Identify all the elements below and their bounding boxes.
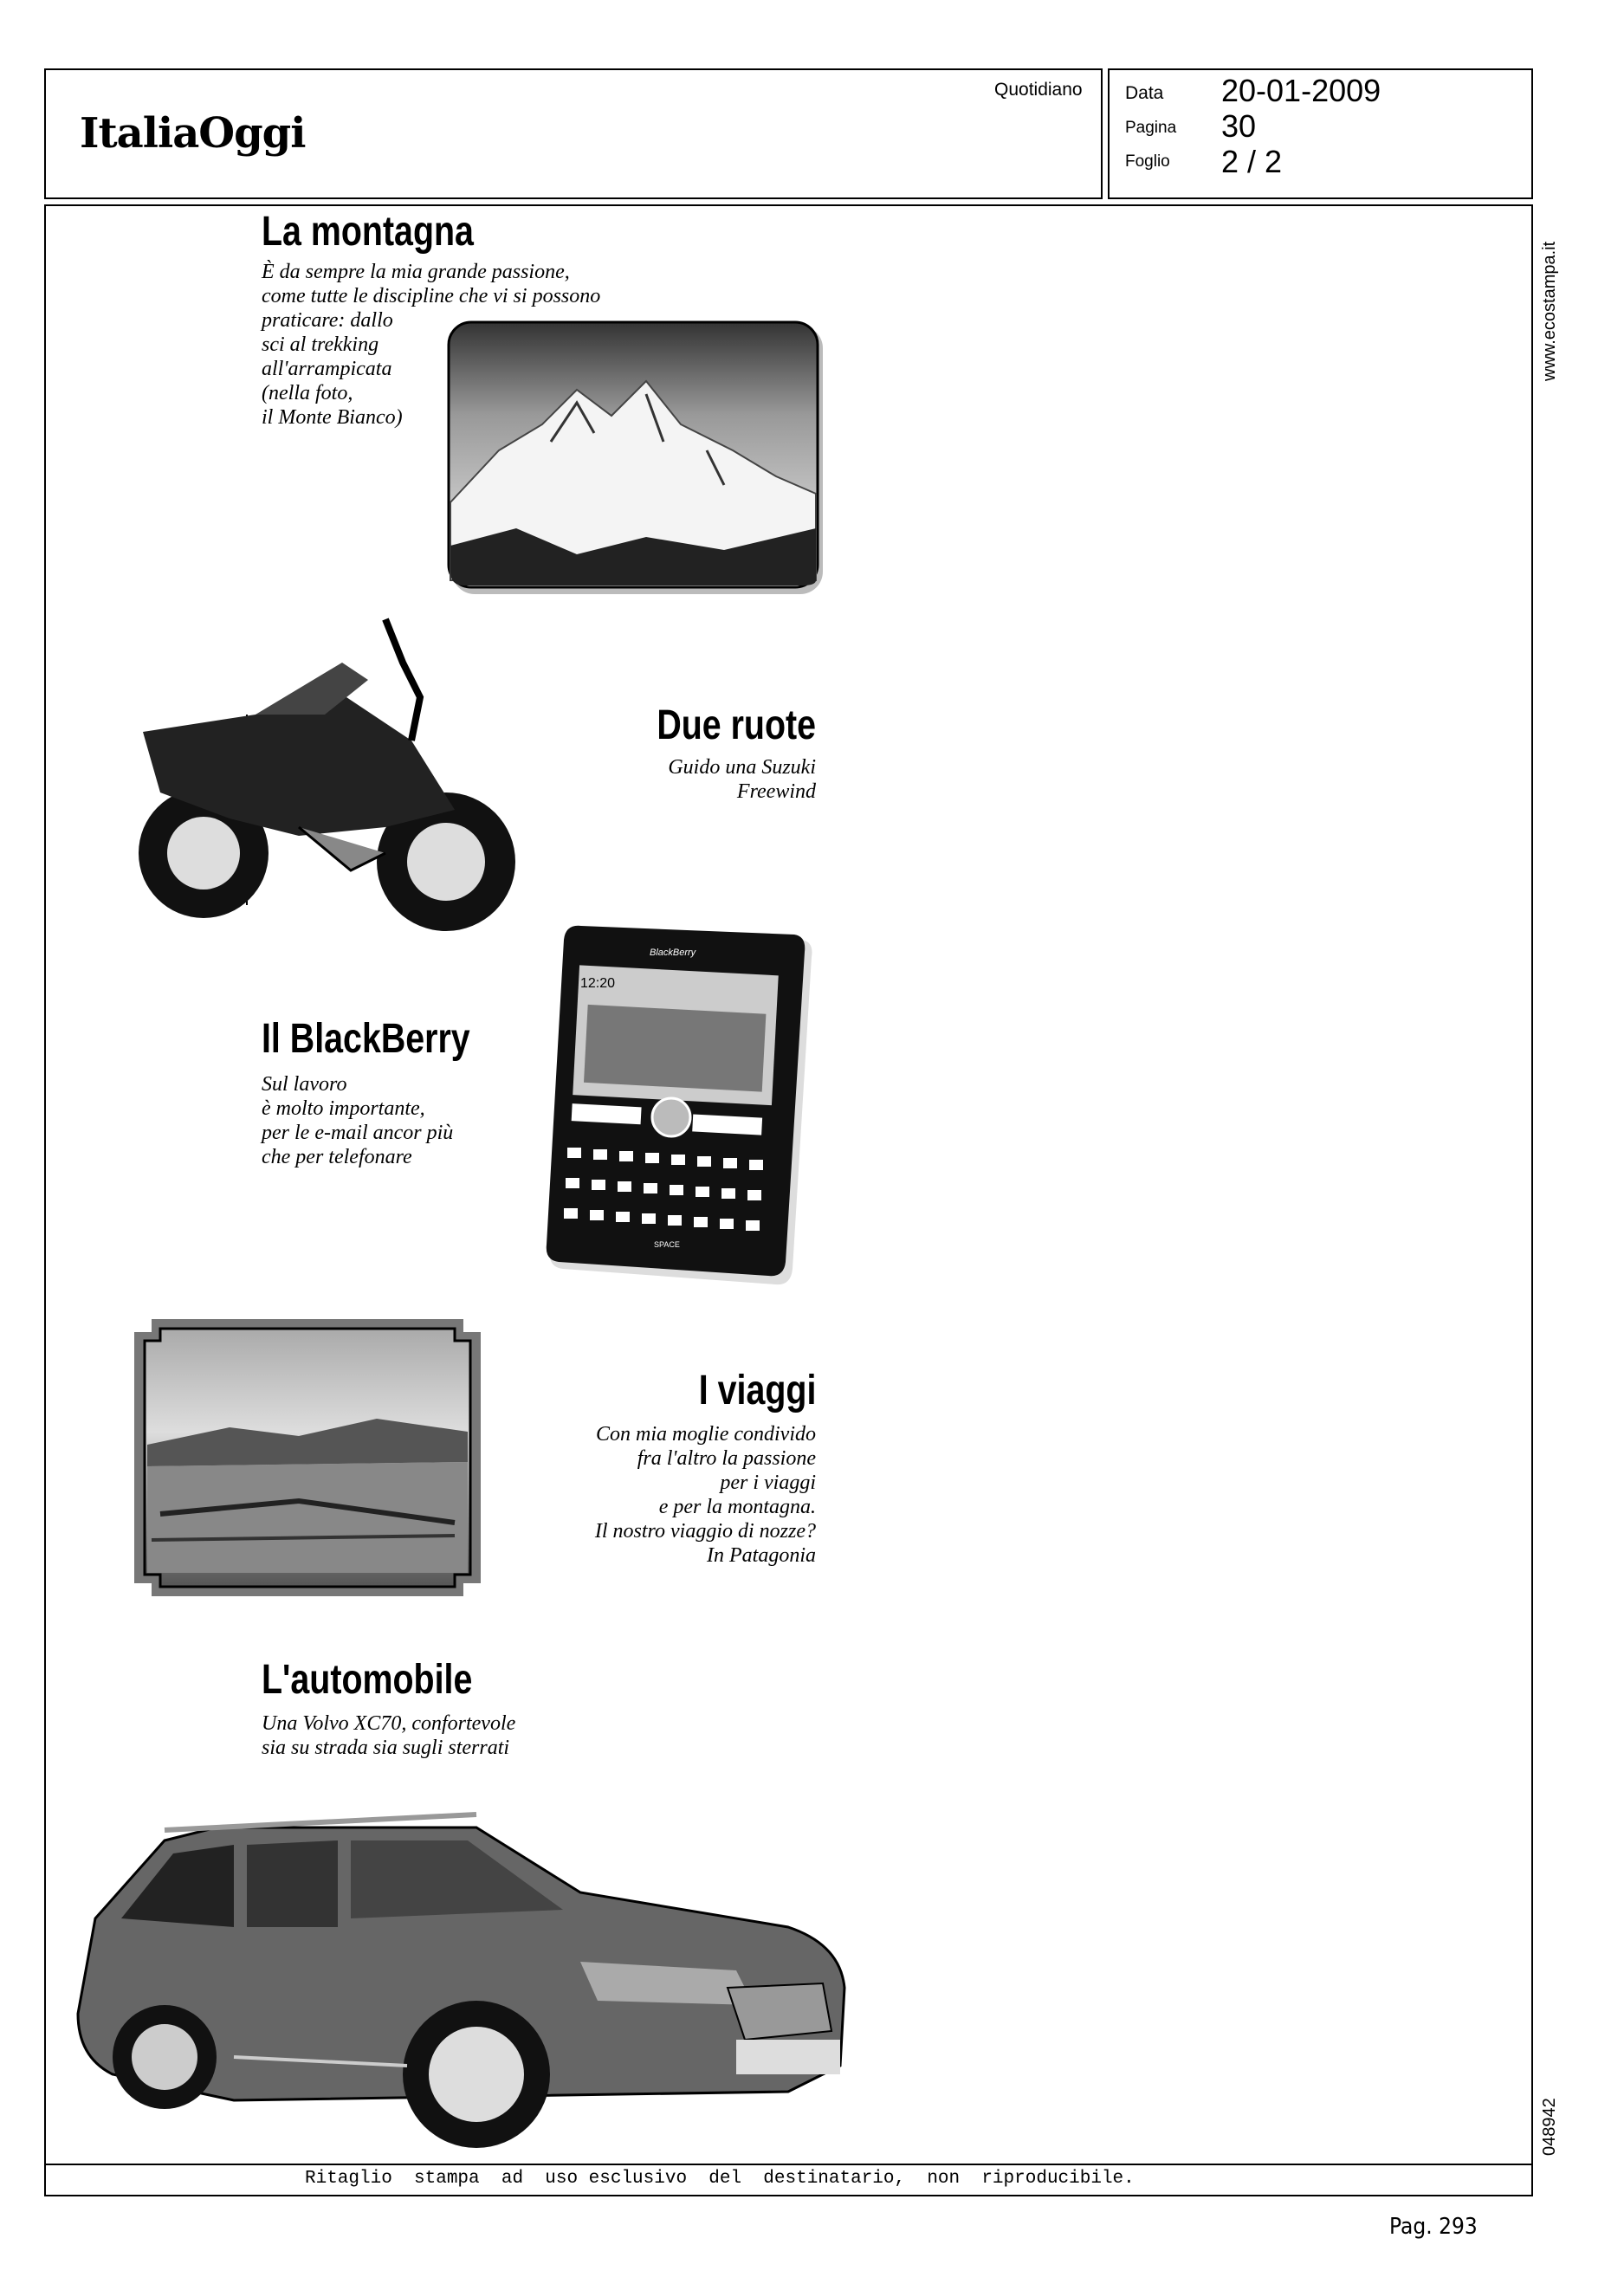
data-label: Data [1125,83,1164,103]
footer-divider [44,2164,1533,2165]
pagina-label: Pagina [1125,119,1177,137]
newspaper-logo: ItaliaOggi [80,109,306,158]
phone-brand-text: BlackBerry [650,948,696,958]
section-title-auto: L'automobile [262,1657,473,1703]
blackberry-photo [541,922,823,1291]
section-title-ruote: Due ruote [657,702,816,748]
motorcycle-photo [126,611,533,940]
car-photo [61,1780,853,2161]
foglio-value: 2 / 2 [1221,144,1283,179]
section-title-montagna: La montagna [262,209,474,255]
section-title-blackberry: Il BlackBerry [262,1016,470,1062]
caption-montagna: È da sempre la mia grande passione, come tutte le discipline che vi si possono praticare: dallo sci al trekking all'arrampicata (nella foto, il Monte Bianco) [262,261,601,429]
section-title-viaggi: I viaggi [698,1368,816,1413]
side-url: www.ecostampa.it [1540,241,1559,381]
mountain-photo [447,320,828,599]
phone-time-text: 12:20 [580,976,616,991]
caption-auto: Una Volvo XC70, confortevole sia su strada sia sugli sterrati [262,1712,516,1759]
phone-space-key: SPACE [654,1240,680,1249]
caption-blackberry: Sul lavoro è molto importante, per le e-mail ancor più che per telefonare [262,1073,454,1168]
page-number: Pag. 293 [1389,2214,1478,2240]
pagina-value: 30 [1221,108,1257,144]
foglio-label: Foglio [1125,152,1170,171]
footer-notice: Ritaglio stampa ad uso esclusivo del destinatario, non riproducibile. [305,2169,1135,2189]
side-code: 048942 [1540,2098,1559,2156]
patagonia-photo [126,1315,489,1601]
publication-type: Quotidiano [994,80,1083,100]
caption-ruote: Guido una Suzuki Freewind [668,756,816,803]
data-value: 20-01-2009 [1221,73,1381,108]
caption-viaggi: Con mia moglie condivido fra l'altro la passione per i viaggi e per la montagna. Il nostro viaggio di nozze? In Patagonia [594,1423,816,1567]
